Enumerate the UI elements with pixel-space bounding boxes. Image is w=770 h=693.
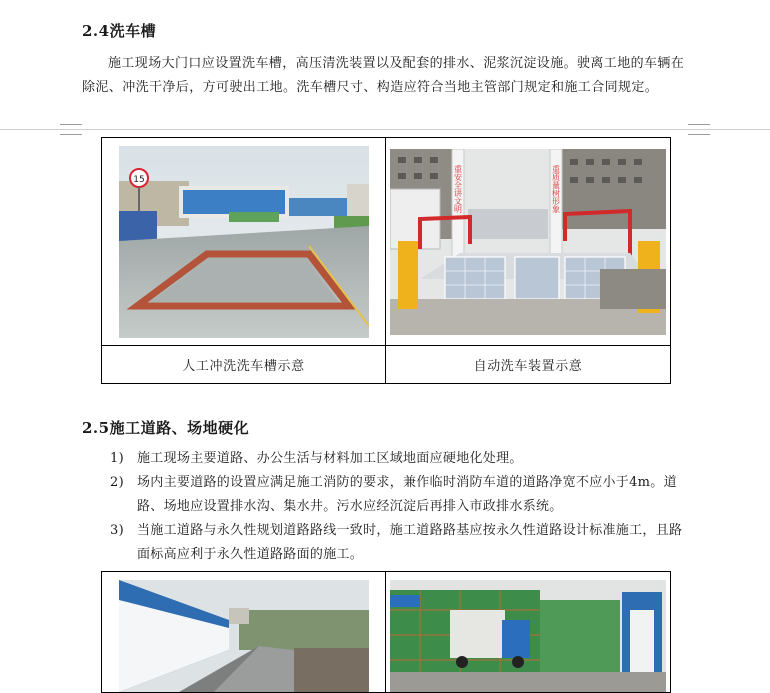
wash-paragraph: 施工现场大门口应设置洗车槽，高压清洗装置以及配套的排水、泥浆沉淀设施。驶离工地的车辆在除泥、冲洗干净后，方可驶出工地。洗车槽尺寸、构造应符合当地主管部门规定和施工合同规定。 [82, 56, 685, 95]
road-figure-table [101, 571, 671, 693]
road-requirements-list [82, 447, 692, 567]
list-item: 2) 场内主要道路的设置应满足施工消防的要求，兼作临时消防车道的道路净宽不应小于4m。道路、场地应设置排水沟、集水井。污水应经沉淀后再排入市政排水系统。 [110, 475, 677, 514]
list-item: 3) 当施工道路与永久性规划道路路线一致时，施工道路路基应按永久性道路设计标准施工，且路面标高应利于永久性道路路面的施工。 [110, 523, 683, 562]
banner-right-text: 重质量树形象 [551, 164, 561, 213]
banner-left-text: 重安全讲文明 [453, 164, 463, 213]
section-heading-road: 2.5施工道路、场地硬化 [82, 419, 250, 437]
photo-cell-site [386, 572, 671, 693]
photo-cell-auto [386, 138, 671, 346]
photo-cell-road [102, 572, 386, 693]
auto-wash-photo [390, 149, 666, 335]
list-item: 1) 施工现场主要道路、办公生活与材料加工区域地面应硬地化处理。 [110, 451, 523, 466]
page-divider [0, 129, 770, 130]
site-photo [390, 580, 666, 692]
caption-auto-wash: 自动洗车装置示意 [386, 346, 671, 384]
section-heading-wash: 2.4洗车槽 [82, 22, 157, 40]
manual-wash-photo [119, 146, 369, 338]
wash-figure-table [101, 137, 671, 384]
speed-sign-text: 15 [132, 174, 145, 185]
road-photo [119, 580, 369, 692]
caption-manual-wash: 人工冲洗洗车槽示意 [102, 346, 386, 384]
photo-cell-manual [102, 138, 386, 346]
